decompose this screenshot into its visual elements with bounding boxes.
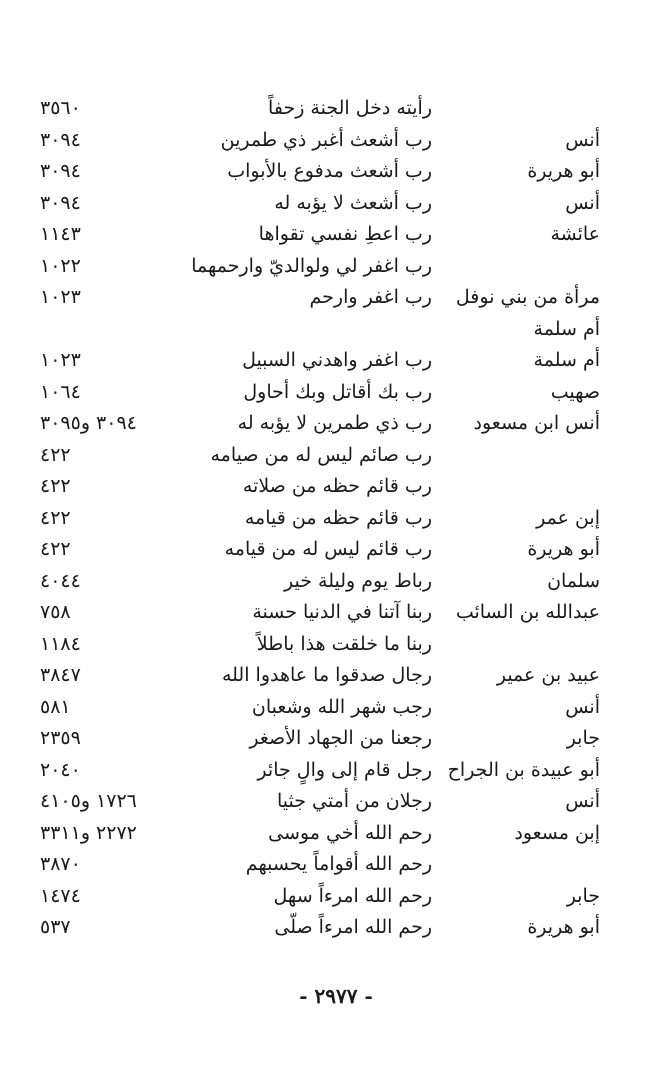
- hadith-number: ١٤٧٤: [40, 884, 81, 907]
- index-row: [40, 503, 600, 535]
- hadith-number: ٢٢٧٢ و٣٣١١: [40, 821, 137, 844]
- hadith-number: ٣٠٩٤: [40, 160, 81, 182]
- index-row: [40, 440, 600, 472]
- narrator-name: أم سلمة: [533, 317, 600, 340]
- hadith-opening: رب أشعث مدفوع بالأبواب: [227, 160, 432, 182]
- hadith-number: ٥٨١: [40, 695, 71, 718]
- index-row: [40, 471, 600, 503]
- hadith-opening: رب اغفر لي ولوالديّ وارحمهما: [191, 254, 432, 277]
- hadith-opening: رجب شهر الله وشعبان: [251, 695, 432, 718]
- index-row: [40, 314, 600, 346]
- hadith-opening: رب قائم ليس له من قيامه: [224, 538, 432, 560]
- hadith-number: ٧٥٨: [40, 601, 71, 623]
- hadith-opening: رجل قام إلى والٍ جائر: [257, 758, 432, 781]
- hadith-number: ٥٣٧: [40, 916, 71, 938]
- narrator-name: أبو هريرة: [527, 160, 600, 182]
- narrator-name: أبو هريرة: [527, 538, 600, 560]
- hadith-number: ٤٢٢: [40, 506, 71, 529]
- hadith-number: ٤٢٢: [40, 538, 71, 560]
- hadith-opening: رجعنا من الجهاد الأصغر: [249, 727, 432, 749]
- index-row: [40, 849, 600, 881]
- index-row: [40, 660, 600, 692]
- hadith-opening: ربنا آتنا في الدنيا حسنة: [252, 601, 432, 623]
- index-row: [40, 881, 600, 913]
- hadith-opening: رب قائم حظه من قيامه: [244, 506, 432, 529]
- index-row: [40, 755, 600, 787]
- narrator-name: أبو هريرة: [527, 916, 600, 938]
- narrator-name: عبدالله بن السائب: [455, 601, 600, 623]
- hadith-number: ٢٠٤٠: [40, 758, 81, 781]
- narrator-name: عائشة: [550, 223, 600, 245]
- hadith-number: ٣٠٩٤ و٣٠٩٥: [40, 412, 137, 434]
- index-row: [40, 188, 600, 220]
- hadith-opening: رأيته دخل الجنة زحفاً: [268, 97, 432, 119]
- hadith-opening: رحم الله امرءاً سهل: [273, 884, 432, 907]
- narrator-name: عبيد بن عمير: [496, 664, 600, 686]
- narrator-name: جابر: [566, 884, 600, 907]
- narrator-name: أم سلمة: [533, 349, 600, 371]
- hadith-opening: رب أشعث أغبر ذي طمرين: [220, 128, 432, 151]
- narrator-name: صهيب: [550, 380, 600, 403]
- hadith-opening: رحم الله أقواماً يحسبهم: [245, 853, 432, 875]
- narrator-name: أنس: [565, 695, 600, 718]
- page-number: - ٢٩٧٧ -: [299, 984, 373, 1008]
- hadith-number: ٣٠٩٤: [40, 128, 81, 151]
- index-row: [40, 912, 600, 944]
- hadith-opening: رحم الله امرءاً صلّى: [274, 916, 432, 938]
- hadith-opening: رب اغفر واهدني السبيل: [242, 349, 432, 371]
- hadith-opening: رب اعطِ نفسي تقواها: [258, 223, 432, 245]
- index-row: [40, 251, 600, 283]
- hadith-opening: رب بك أقاتل وبك أحاول: [243, 380, 432, 403]
- index-row: [40, 818, 600, 850]
- narrator-name: أبو عبيدة بن الجراح: [447, 758, 600, 781]
- hadith-opening: رب أشعث لا يؤبه له: [274, 191, 432, 214]
- index-row: [40, 692, 600, 724]
- hadith-number: ٢٣٥٩: [40, 727, 81, 749]
- index-row: [40, 125, 600, 157]
- index-row: [40, 629, 600, 661]
- hadith-opening: رب ذي طمرين لا يؤبه له: [237, 412, 432, 434]
- index-row: [40, 93, 600, 125]
- hadith-opening: رجال صدقوا ما عاهدوا الله: [221, 664, 432, 686]
- hadith-opening: رباط يوم وليلة خير: [284, 569, 432, 592]
- hadith-opening: رب اغفر وارحم: [309, 286, 432, 308]
- hadith-number: ٣٠٩٤: [40, 191, 81, 214]
- index-row: [40, 723, 600, 755]
- hadith-number: ١١٨٤: [40, 632, 81, 655]
- index-row: [40, 408, 600, 440]
- index-row: [40, 534, 600, 566]
- hadith-number: ١٧٢٦ و٤١٠٥: [40, 790, 137, 812]
- hadith-number: ١٠٢٣: [40, 286, 81, 308]
- hadith-opening: رجلان من أمتي جثيا: [277, 790, 432, 812]
- index-row: [40, 566, 600, 598]
- hadith-number: ١٠٦٤: [40, 380, 81, 403]
- hadith-number: ١٠٢٣: [40, 349, 81, 371]
- hadith-number: ٣٥٦٠: [40, 97, 81, 119]
- index-row: [40, 597, 600, 629]
- narrator-name: أنس: [565, 128, 600, 151]
- narrator-name: إبن عمر: [536, 506, 600, 529]
- index-row: [40, 345, 600, 377]
- hadith-number: ١١٤٣: [40, 223, 81, 245]
- narrator-name: مرأة من بني نوفل: [455, 286, 600, 308]
- index-row: [40, 156, 600, 188]
- narrator-name: إبن مسعود: [514, 821, 600, 844]
- index-row: [40, 282, 600, 314]
- hadith-opening: رب صائم ليس له من صيامه: [210, 443, 432, 466]
- hadith-index-table: [40, 93, 600, 944]
- hadith-number: ٣٨٧٠: [40, 853, 81, 875]
- hadith-number: ١٠٢٢: [40, 254, 81, 277]
- index-row: [40, 219, 600, 251]
- hadith-opening: رحم الله أخي موسى: [268, 821, 432, 844]
- hadith-opening: ربنا ما خلقت هذا باطلاً: [256, 632, 432, 655]
- index-row: [40, 786, 600, 818]
- hadith-number: ٣٨٤٧: [40, 664, 81, 686]
- narrator-name: جابر: [566, 727, 600, 749]
- narrator-name: سلمان: [547, 569, 600, 592]
- narrator-name: أنس: [565, 790, 600, 812]
- narrator-name: أنس: [565, 191, 600, 214]
- hadith-opening: رب قائم حظه من صلاته: [242, 475, 432, 497]
- hadith-number: ٤٢٢: [40, 443, 71, 466]
- index-row: [40, 377, 600, 409]
- narrator-name: أنس ابن مسعود: [473, 412, 600, 434]
- hadith-number: ٤٠٤٤: [40, 569, 81, 592]
- hadith-number: ٤٢٢: [40, 475, 71, 497]
